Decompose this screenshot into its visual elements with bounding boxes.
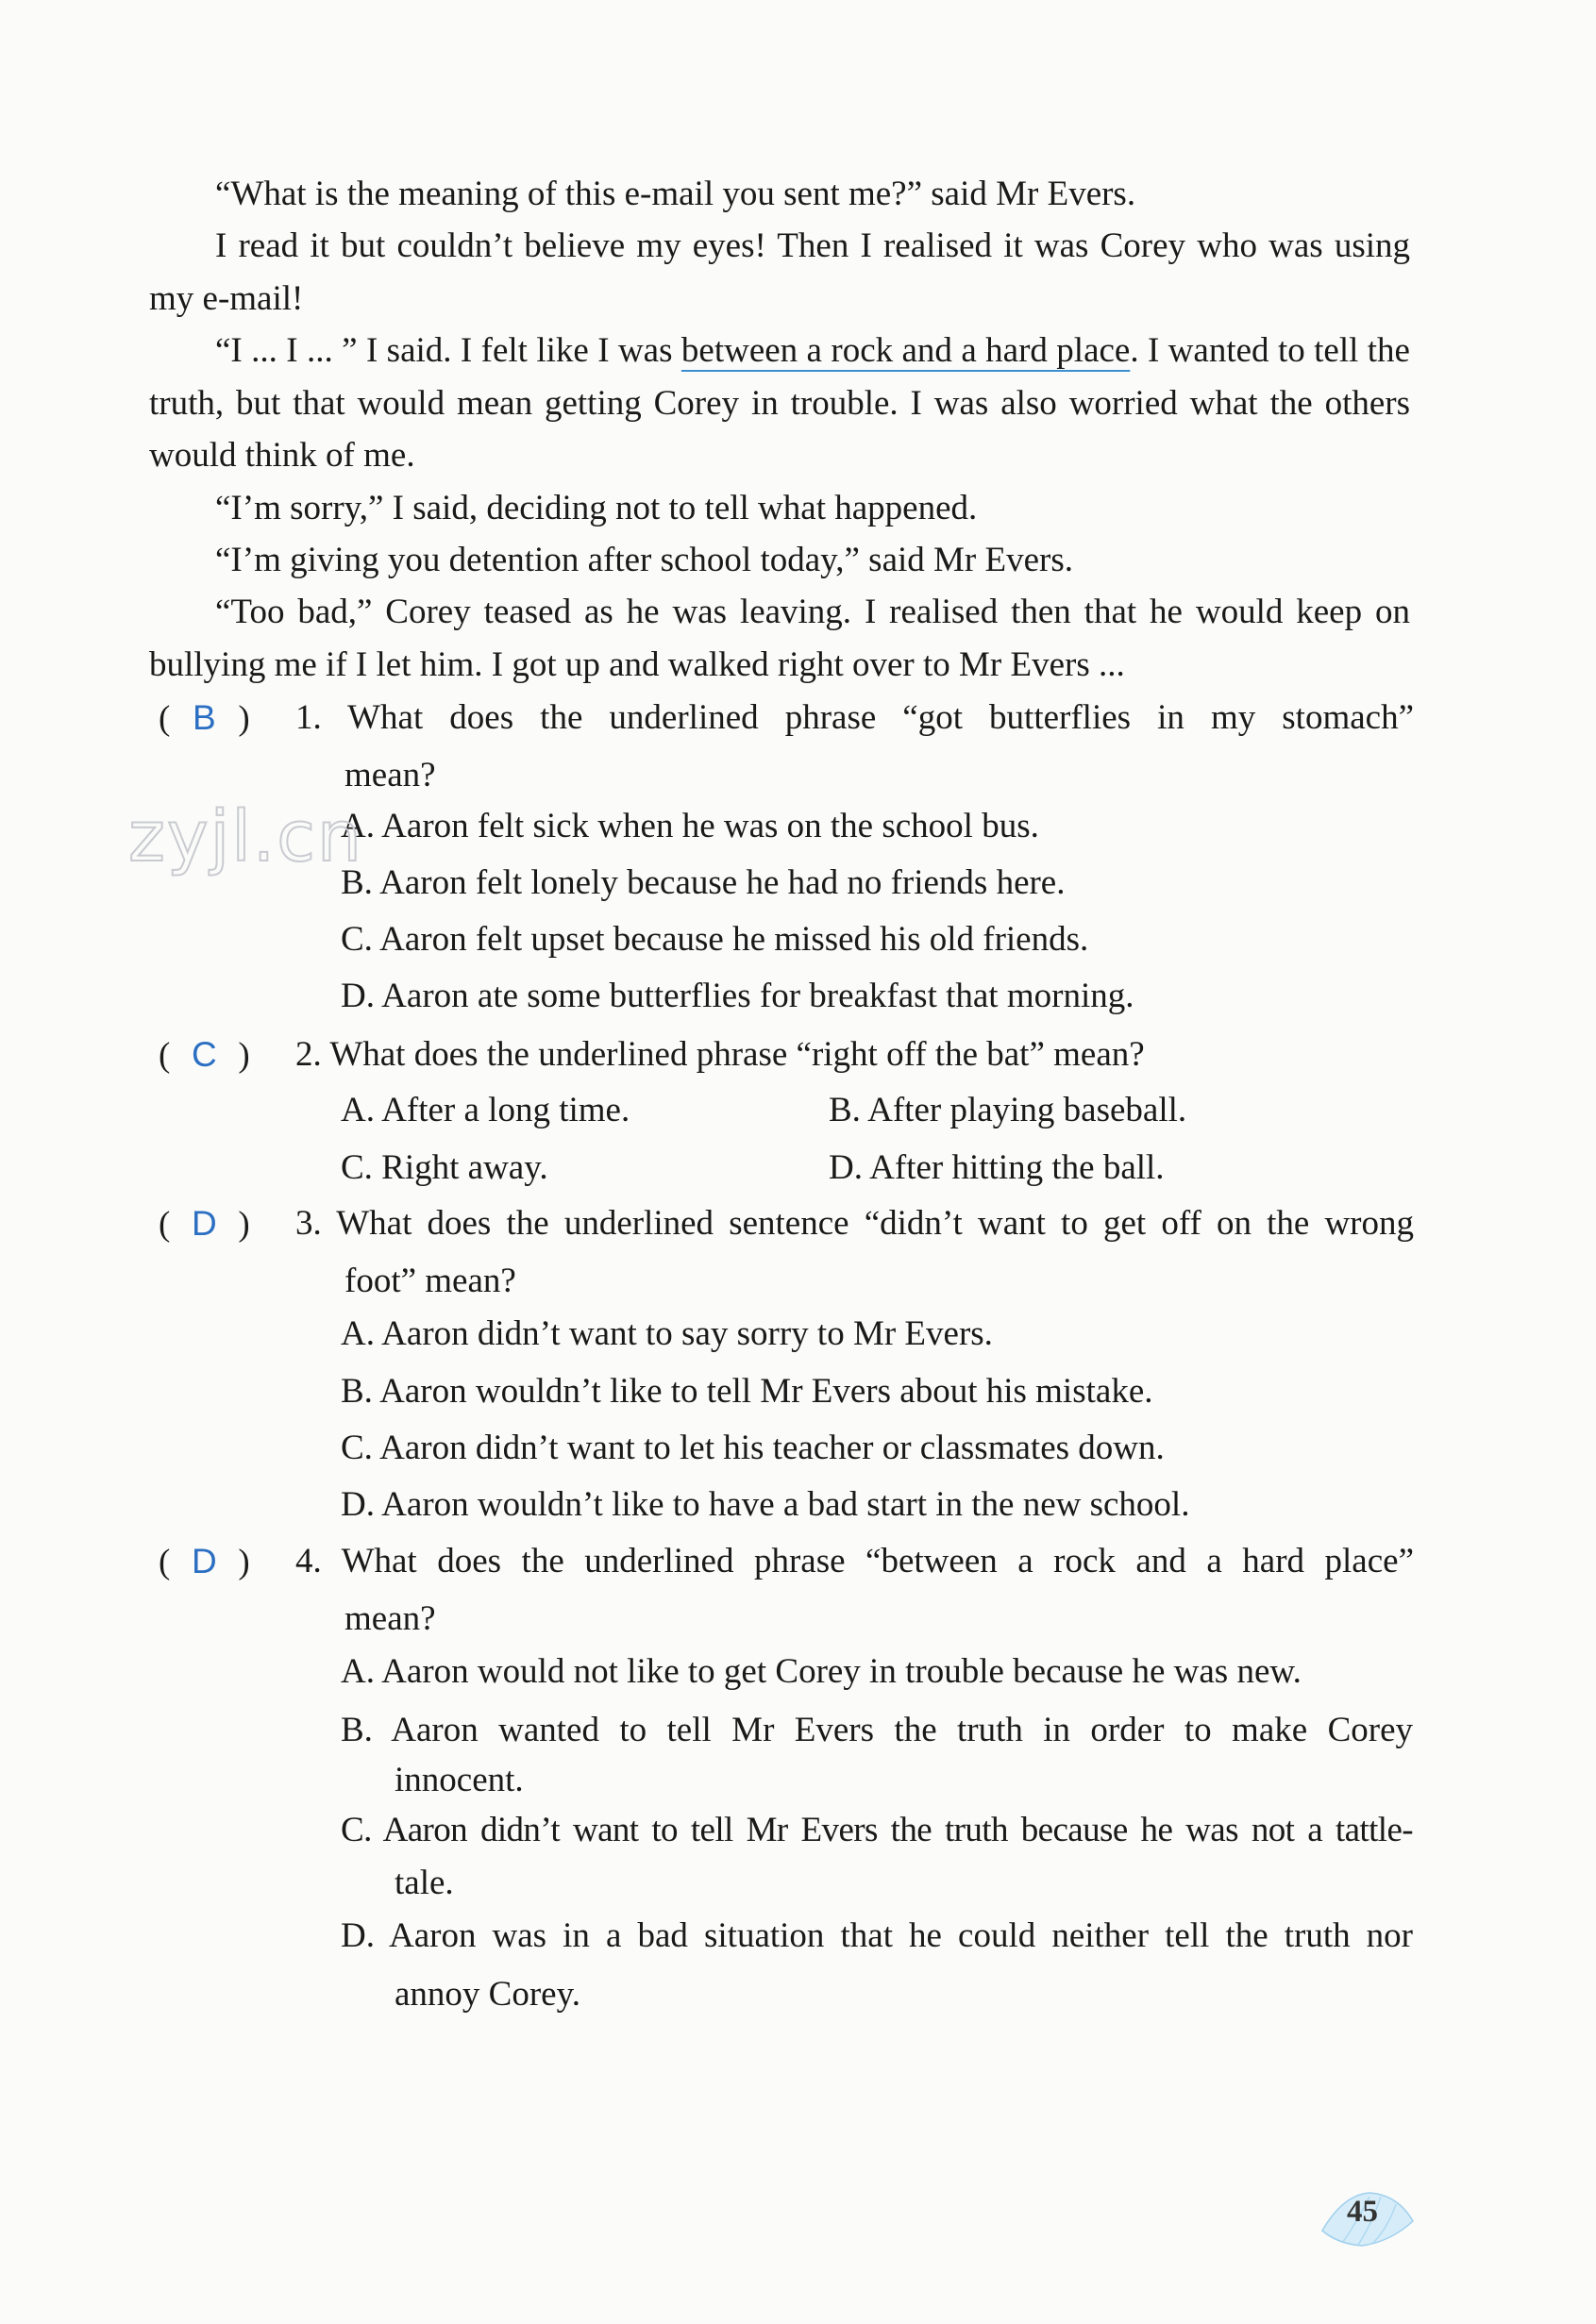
question-4: [159, 1533, 1414, 1647]
option-c: C. Aaron didn’t want to let his teacher or classmates down.: [341, 1429, 1165, 1467]
paren-open: (: [159, 699, 171, 738]
paren-close: ): [238, 1205, 250, 1244]
underlined-phrase: between a rock and a hard place: [680, 331, 1131, 370]
story-text: “I’m giving you detention after school today,” said Mr Evers.: [215, 541, 1073, 579]
answer-letter: D: [191, 1204, 217, 1243]
answer-letter: B: [192, 698, 216, 737]
question-text: 3. What does the underlined sentence “didn’t want to get off on the wrong: [295, 1204, 1414, 1243]
question-text-cont: foot” mean?: [344, 1262, 516, 1300]
answer-bracket: [159, 690, 295, 747]
question-text-cont: mean?: [344, 1599, 436, 1638]
story-text: . I wanted to tell the truth, but that would mean getting Corey in trouble. I was also worried what the others would think of me.: [149, 331, 1410, 475]
story-text: “I ... I ... ” I said. I felt like I was: [215, 331, 681, 370]
watermark-logo: zyjl.cn: [128, 796, 363, 878]
story-paragraph-5: [149, 534, 1410, 587]
story-text: “What is the meaning of this e-mail you sent me?” said Mr Evers.: [215, 175, 1136, 213]
paren-close: ): [238, 699, 250, 738]
option-c: C. Aaron felt upset because he missed his old friends.: [341, 920, 1089, 959]
question-2: [159, 1027, 1414, 1084]
option-d: D. Aaron was in a bad situation that he could neither tell the truth nor: [341, 1916, 1413, 1955]
option-b: B. After playing baseball.: [829, 1091, 1187, 1129]
paren-close: ): [238, 1036, 250, 1075]
option-d: D. After hitting the ball.: [829, 1148, 1165, 1187]
answer-letter: C: [191, 1035, 217, 1074]
paren-open: (: [159, 1543, 171, 1581]
answer-bracket: [159, 1027, 295, 1084]
option-b: B. Aaron felt lonely because he had no friends here.: [341, 863, 1066, 902]
question-text-cont: mean?: [344, 756, 436, 794]
option-a: A. After a long time.: [341, 1091, 630, 1129]
story-text: I read it but couldn’t believe my eyes! Then I realised it was Corey who was using my e-mail!: [149, 226, 1410, 318]
question-text: 4. What does the underlined phrase “between a rock and a hard place”: [295, 1542, 1414, 1580]
answer-bracket: [159, 1533, 295, 1591]
option-d: D. Aaron ate some butterflies for breakfast that morning.: [341, 977, 1134, 1015]
question-3: [159, 1195, 1414, 1310]
option-c-cont: tale.: [395, 1864, 454, 1902]
answer-bracket: [159, 1195, 295, 1253]
question-1: [159, 690, 1414, 804]
option-b: B. Aaron wanted to tell Mr Evers the truth in order to make Corey: [341, 1711, 1413, 1749]
option-d-cont: annoy Corey.: [395, 1975, 580, 2014]
story-paragraph-3: [149, 325, 1410, 482]
story-text: “Too bad,” Corey teased as he was leaving. I realised then that he would keep on bullying me if I let him. I got up and walked right over to Mr Evers ...: [149, 593, 1410, 684]
story-paragraph-2: [149, 220, 1410, 325]
option-b: B. Aaron wouldn’t like to tell Mr Evers about his mistake.: [341, 1372, 1153, 1411]
option-a: A. Aaron felt sick when he was on the school bus.: [341, 807, 1039, 845]
story-paragraph-4: [149, 482, 1410, 535]
page-number: 45: [1347, 2195, 1378, 2229]
story-paragraph-6: [149, 586, 1410, 691]
option-c: C. Right away.: [341, 1148, 548, 1187]
option-c: C. Aaron didn’t want to tell Mr Evers the truth because he was not a tattle-: [341, 1811, 1413, 1849]
answer-letter: D: [191, 1542, 217, 1580]
option-b-cont: innocent.: [395, 1761, 524, 1799]
option-d: D. Aaron wouldn’t like to have a bad start in the new school.: [341, 1485, 1190, 1524]
question-text: 1. What does the underlined phrase “got butterflies in my stomach”: [295, 698, 1414, 737]
question-text: 2. What does the underlined phrase “right off the bat” mean?: [295, 1035, 1145, 1074]
story-paragraph-1: [149, 168, 1410, 221]
option-a: A. Aaron didn’t want to say sorry to Mr Evers.: [341, 1314, 993, 1353]
paren-open: (: [159, 1036, 171, 1075]
paren-close: ): [238, 1543, 250, 1581]
story-text: “I’m sorry,” I said, deciding not to tell what happened.: [215, 489, 978, 527]
option-a: A. Aaron would not like to get Corey in trouble because he was new.: [341, 1652, 1302, 1691]
paren-open: (: [159, 1205, 171, 1244]
